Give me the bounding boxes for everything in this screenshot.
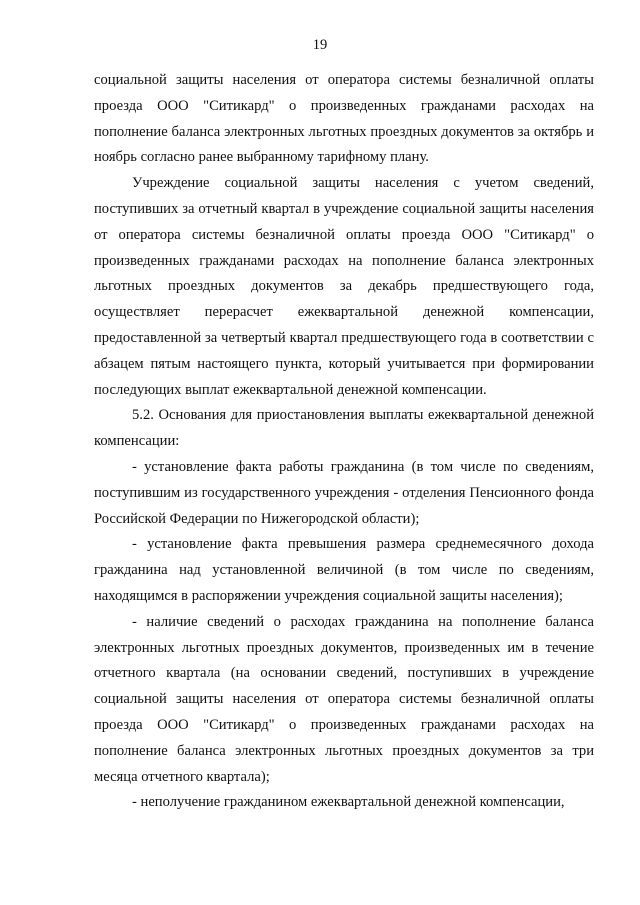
- list-item: - установление факта работы гражданина (в том числе по сведениям, поступившим из государственного учреждения - отделения Пенсионного фонда Российской Федерации по Нижегородской области);: [94, 458, 594, 527]
- list-item: - установление факта превышения размера среднемесячного дохода гражданина над установленной величиной (в том числе по сведениям, находящимся в распоряжении учреждения социальной защиты населения);: [94, 536, 594, 604]
- list-item: - неполучение гражданином ежеквартальной денежной компенсации,: [132, 794, 565, 811]
- document-body: [94, 68, 594, 816]
- paragraph: 5.2. Основания для приостановления выплаты ежеквартальной денежной компенсации:: [94, 407, 594, 450]
- paragraph: социальной защиты населения от оператора системы безналичной оплаты проезда ООО "Ситикард" о произведенных гражданами расходах на пополнение баланса электронных льготных проездных документов за октябрь и ноябрь согласно ранее выбранному тарифному плану.: [94, 72, 594, 166]
- list-item: - наличие сведений о расходах гражданина на пополнение баланса электронных льготных проездных документов, произведенных им в течение отчетного квартала (на основании сведений, поступивших в учреждение социальной защиты населения от оператора системы безналичной оплаты проезда ООО "Ситикард" о произведенных гражданами расходах на пополнение баланса электронных льготных проездных документов за три месяца отчетного квартала);: [94, 613, 594, 785]
- page-number: 19: [312, 37, 328, 53]
- paragraph: Учреждение социальной защиты населения с учетом сведений, поступивших за отчетный квартал в учреждение социальной защиты населения от оператора системы безналичной оплаты проезда ООО "Ситикард" о произведенных гражданами расходах на пополнение баланса электронных льготных проездных документов за декабрь предшествующего года, осуществляет перерасчет ежеквартальной денежной компенсации, предоставленной за четвертый квартал предшествующего года в соответствии с абзацем пятым настоящего пункта, который учитывается при формировании последующих выплат ежеквартальной денежной компенсации.: [94, 175, 594, 398]
